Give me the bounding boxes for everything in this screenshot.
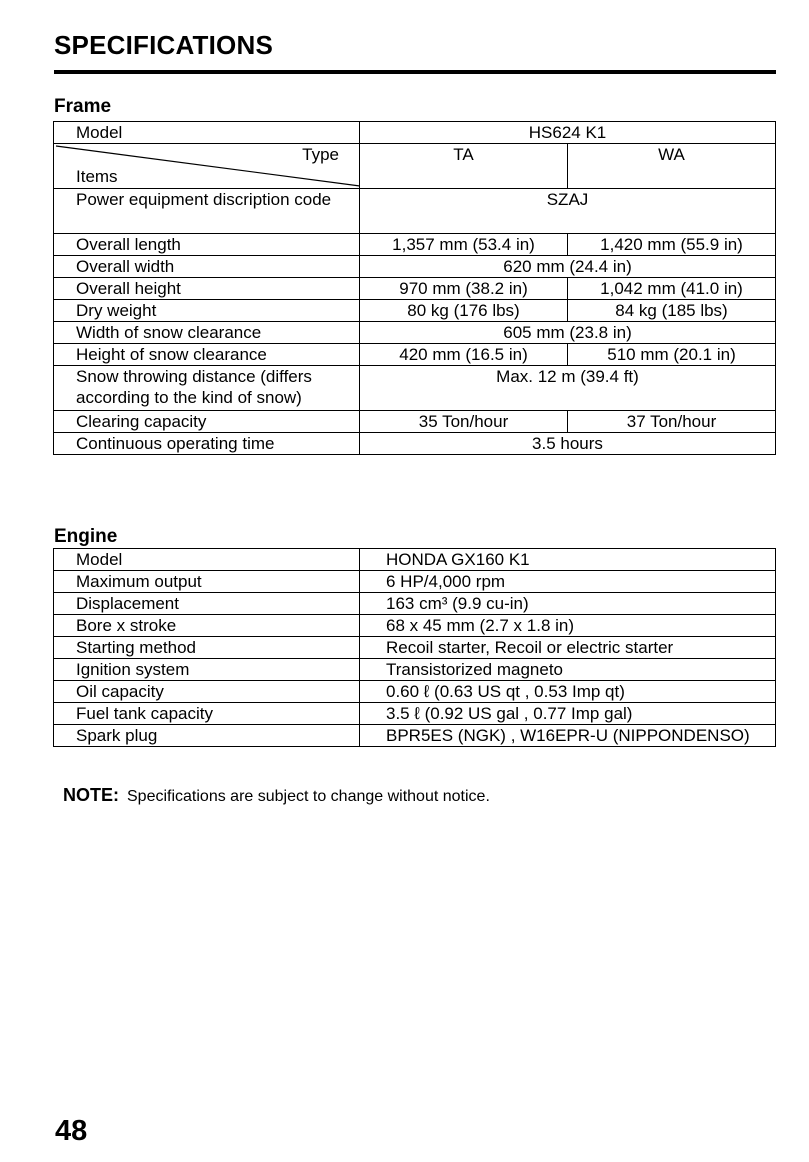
engine-spec-label: Maximum output xyxy=(54,571,360,593)
clearing-capacity-label: Clearing capacity xyxy=(54,411,360,433)
table-row xyxy=(54,122,776,144)
table-row xyxy=(54,256,776,278)
overall-length-wa: 1,420 mm (55.9 in) xyxy=(568,234,776,256)
engine-table xyxy=(53,548,776,747)
table-row xyxy=(54,703,776,725)
model-value: HS624 K1 xyxy=(360,122,776,144)
title-rule xyxy=(54,70,776,74)
table-row xyxy=(54,549,776,571)
engine-spec-value: 0.60 ℓ (0.63 US qt , 0.53 Imp qt) xyxy=(360,681,776,703)
page-number: 48 xyxy=(55,1115,88,1147)
table-row xyxy=(54,681,776,703)
table-row xyxy=(54,659,776,681)
model-label: Model xyxy=(54,122,360,144)
dry-weight-ta: 80 kg (176 lbs) xyxy=(360,300,568,322)
engine-spec-value: Transistorized magneto xyxy=(360,659,776,681)
table-row xyxy=(54,571,776,593)
engine-spec-label: Spark plug xyxy=(54,725,360,747)
engine-spec-label: Displacement xyxy=(54,593,360,615)
snow-width-value: 605 mm (23.8 in) xyxy=(360,322,776,344)
table-row xyxy=(54,366,776,411)
clearing-capacity-wa: 37 Ton/hour xyxy=(568,411,776,433)
table-row xyxy=(54,344,776,366)
table-row xyxy=(54,593,776,615)
overall-width-value: 620 mm (24.4 in) xyxy=(360,256,776,278)
engine-spec-label: Oil capacity xyxy=(54,681,360,703)
table-row xyxy=(54,725,776,747)
engine-spec-value: HONDA GX160 K1 xyxy=(360,549,776,571)
power-code-label: Power equipment discription code xyxy=(54,189,360,234)
engine-spec-value: Recoil starter, Recoil or electric starter xyxy=(360,637,776,659)
dry-weight-label: Dry weight xyxy=(54,300,360,322)
snow-height-wa: 510 mm (20.1 in) xyxy=(568,344,776,366)
table-row xyxy=(54,234,776,256)
note xyxy=(63,785,490,806)
snow-height-label: Height of snow clearance xyxy=(54,344,360,366)
table-row xyxy=(54,144,776,189)
engine-spec-label: Starting method xyxy=(54,637,360,659)
table-row xyxy=(54,411,776,433)
note-label: NOTE: xyxy=(63,785,119,805)
table-row xyxy=(54,300,776,322)
frame-table xyxy=(53,121,776,455)
type-label: Type xyxy=(302,145,339,164)
engine-spec-value: 3.5 ℓ (0.92 US gal , 0.77 Imp gal) xyxy=(360,703,776,725)
engine-spec-label: Ignition system xyxy=(54,659,360,681)
engine-spec-value: BPR5ES (NGK) , W16EPR-U (NIPPONDENSO) xyxy=(360,725,776,747)
engine-spec-label: Bore x stroke xyxy=(54,615,360,637)
table-row xyxy=(54,189,776,234)
engine-spec-label: Fuel tank capacity xyxy=(54,703,360,725)
operating-time-value: 3.5 hours xyxy=(360,433,776,455)
throw-distance-label: Snow throwing distance (differs according to the kind of snow) xyxy=(54,366,360,411)
clearing-capacity-ta: 35 Ton/hour xyxy=(360,411,568,433)
overall-length-label: Overall length xyxy=(54,234,360,256)
dry-weight-wa: 84 kg (185 lbs) xyxy=(568,300,776,322)
items-label: Items xyxy=(76,167,118,186)
overall-height-label: Overall height xyxy=(54,278,360,300)
table-row xyxy=(54,615,776,637)
power-code-value: SZAJ xyxy=(360,189,776,234)
note-text: Specifications are subject to change without notice. xyxy=(127,788,490,805)
type-items-header xyxy=(54,144,360,189)
table-row xyxy=(54,637,776,659)
overall-height-ta: 970 mm (38.2 in) xyxy=(360,278,568,300)
operating-time-label: Continuous operating time xyxy=(54,433,360,455)
snow-width-label: Width of snow clearance xyxy=(54,322,360,344)
engine-heading: Engine xyxy=(54,526,118,547)
page-title: SPECIFICATIONS xyxy=(54,30,274,60)
type-wa: WA xyxy=(568,144,776,189)
throw-distance-value: Max. 12 m (39.4 ft) xyxy=(360,366,776,411)
frame-heading: Frame xyxy=(54,96,112,117)
snow-height-ta: 420 mm (16.5 in) xyxy=(360,344,568,366)
engine-spec-value: 163 cm³ (9.9 cu-in) xyxy=(360,593,776,615)
engine-spec-value: 6 HP/4,000 rpm xyxy=(360,571,776,593)
table-row xyxy=(54,433,776,455)
engine-spec-value: 68 x 45 mm (2.7 x 1.8 in) xyxy=(360,615,776,637)
table-row xyxy=(54,278,776,300)
overall-height-wa: 1,042 mm (41.0 in) xyxy=(568,278,776,300)
engine-spec-label: Model xyxy=(54,549,360,571)
type-ta: TA xyxy=(360,144,568,189)
overall-width-label: Overall width xyxy=(54,256,360,278)
table-row xyxy=(54,322,776,344)
overall-length-ta: 1,357 mm (53.4 in) xyxy=(360,234,568,256)
